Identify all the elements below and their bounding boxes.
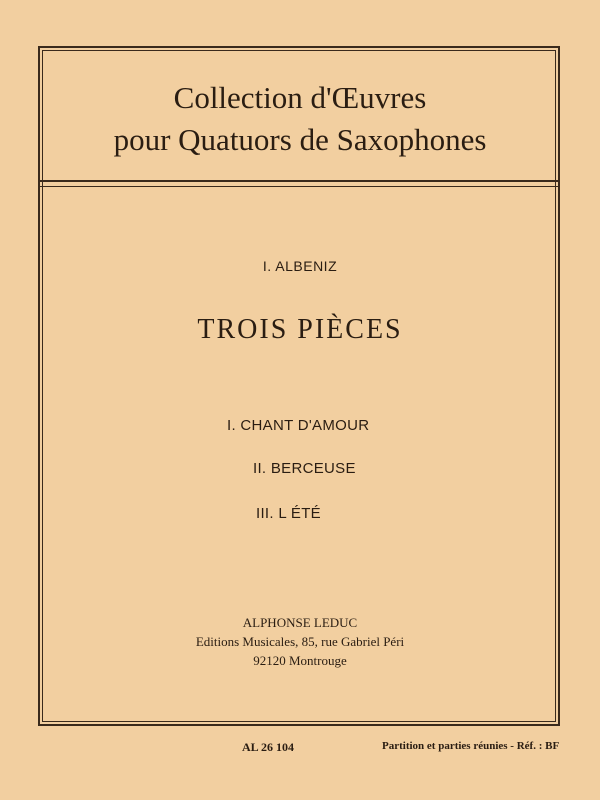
catalog-number: AL 26 104	[242, 740, 295, 754]
title-divider-thick	[40, 180, 560, 182]
movement-3: III. L ÉTÉ	[256, 505, 321, 522]
work-title: TROIS PIÈCES	[197, 314, 403, 345]
composer-name: I. ALBENIZ	[262, 258, 338, 274]
publisher-city: 92120 Montrouge	[253, 653, 347, 668]
publisher-address: Editions Musicales, 85, rue Gabriel Péri	[195, 634, 405, 649]
series-title-line-1: Collection d'Œuvres	[173, 80, 427, 115]
publisher-block	[0, 613, 600, 670]
publisher-name: ALPHONSE LEDUC	[242, 615, 358, 630]
series-title-line-2: pour Quatuors de Saxophones	[113, 122, 487, 157]
movement-2: II. BERCEUSE	[253, 460, 356, 477]
edition-note: Partition et parties réunies - Réf. : BF	[382, 740, 560, 752]
title-divider-thin	[40, 186, 560, 187]
movement-1: I. CHANT D'AMOUR	[227, 417, 370, 434]
